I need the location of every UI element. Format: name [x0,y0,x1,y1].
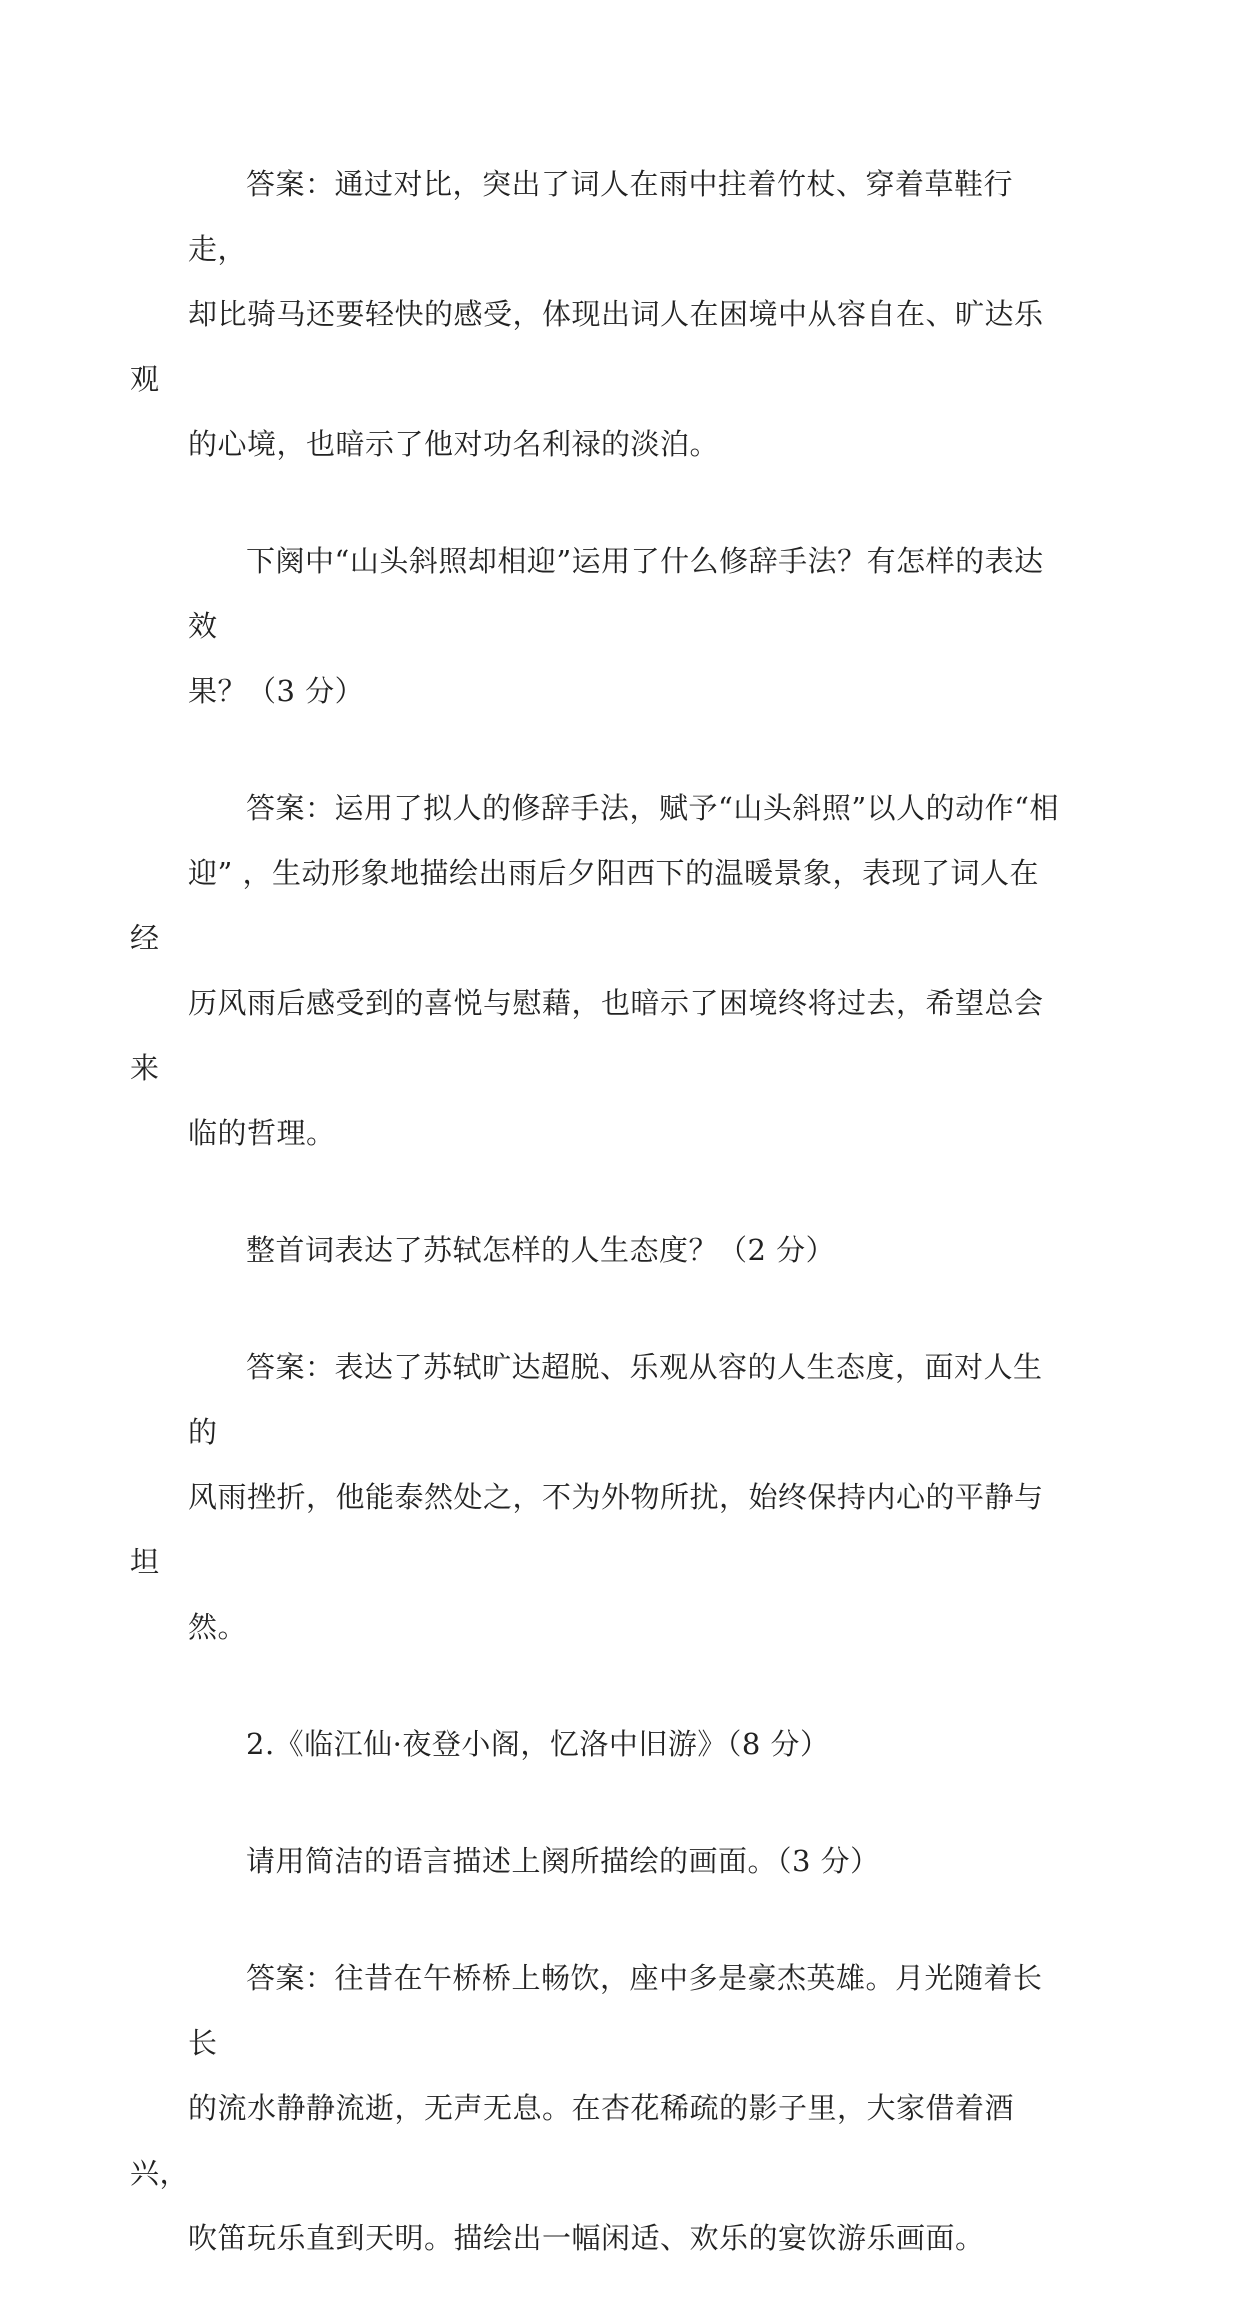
text-line: 整首词表达了苏轼怎样的人生态度？（2 分） [246,1233,836,1267]
text-line: 风雨挫折，他能泰然处之，不为外物所扰，始终保持内心的平静与坦 [130,1480,1044,1579]
document-body [130,152,1068,2323]
answer-paragraph-4 [130,1946,1068,2271]
text-line: 临的哲理。 [188,1116,336,1150]
text-line: 答案：通过对比，突出了词人在雨中拄着竹杖、穿着草鞋行走， [188,167,1014,266]
text-line: 答案：表达了苏轼旷达超脱、乐观从容的人生态度，面对人生的 [188,1350,1043,1449]
text-line: 的流水静静流逝，无声无息。在杏花稀疏的影子里，大家借着酒兴， [130,2091,1015,2190]
text-line: 却比骑马还要轻快的感受，体现出词人在困境中从容自在、旷达乐观 [130,297,1044,396]
text-line: 历风雨后感受到的喜悦与慰藉，也暗示了困境终将过去，希望总会来 [130,986,1044,1085]
text-line: 答案：运用了拟人的修辞手法，赋予“山头斜照”以人的动作“相 [246,791,1059,825]
answer-paragraph-3 [130,1335,1068,1660]
text-line: 然。 [188,1610,248,1644]
question-paragraph-2 [188,1218,1068,1283]
text-line: 迎” ，生动形象地描绘出雨后夕阳西下的温暖景象，表现了词人在经 [130,856,1040,955]
question-paragraph-3 [188,1829,1068,1894]
text-line: 的心境，也暗示了他对功名利禄的淡泊。 [188,427,720,461]
question-paragraph-1 [188,529,1068,724]
answer-paragraph-1 [130,152,1068,477]
text-line: 2.《临江仙·夜登小阁，忆洛中旧游》（8 分） [246,1727,830,1761]
text-line: 请用简洁的语言描述上阕所描绘的画面。（3 分） [246,1844,880,1878]
text-line: 果？（3 分） [188,674,365,708]
text-line: 下阕中“山头斜照却相迎”运用了什么修辞手法？有怎样的表达效 [188,544,1044,643]
text-line: 答案：往昔在午桥桥上畅饮，座中多是豪杰英雄。月光随着长长 [188,1961,1043,2060]
text-line: 吹笛玩乐直到天明。描绘出一幅闲适、欢乐的宴饮游乐画面。 [188,2221,985,2255]
answer-paragraph-2 [130,776,1068,1166]
section-heading [188,1712,1068,1777]
